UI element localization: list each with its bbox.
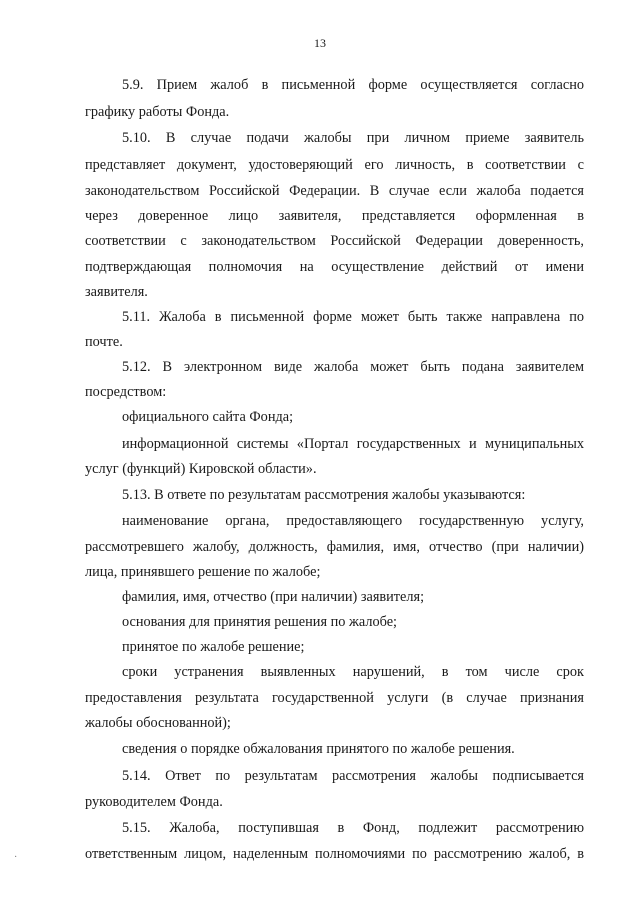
text-line: рассмотревшего жалобу, должность, фамилия, имя, отчество (при наличии): [85, 539, 584, 555]
text-line: услуг (функций) Кировской области».: [85, 461, 317, 477]
page-number: 13: [314, 36, 326, 50]
text-line: 5.10. В случае подачи жалобы при личном приеме заявитель: [122, 130, 584, 146]
text-line: почте.: [85, 334, 123, 350]
text-line: графику работы Фонда.: [85, 104, 230, 120]
text-line: 5.12. В электронном виде жалоба может быть подана заявителем: [122, 359, 584, 375]
text-line: лица, принявшего решение по жалобе;: [85, 564, 321, 580]
list-item: официального сайта Фонда;: [122, 409, 294, 425]
text-line: 5.11. Жалоба в письменной форме может быть также направлена по: [122, 309, 584, 325]
text-line: подтверждающая полномочия на осуществление действий от имени: [85, 259, 584, 275]
list-item: фамилия, имя, отчество (при наличии) заявителя;: [122, 589, 425, 605]
list-item: сроки устранения выявленных нарушений, в том числе срок: [122, 664, 584, 680]
text-line: ответственным лицом, наделенным полномочиями по рассмотрению жалоб, в: [85, 846, 584, 862]
text-line: жалобы обоснованной);: [85, 715, 231, 731]
text-line: соответствии с законодательством Российской Федерации доверенность,: [85, 233, 584, 249]
list-item: принятое по жалобе решение;: [122, 639, 305, 655]
list-item: наименование органа, предоставляющего государственную услугу,: [122, 513, 584, 529]
text-line: предоставления результата государственной услуги (в случае признания: [85, 690, 584, 706]
text-line: 5.14. Ответ по результатам рассмотрения жалобы подписывается: [122, 768, 584, 784]
list-item: основания для принятия решения по жалобе;: [122, 614, 398, 630]
text-line: посредством:: [85, 384, 167, 400]
text-line: законодательством Российской Федерации. В случае если жалоба подается: [85, 183, 584, 199]
text-line: заявителя.: [85, 284, 148, 300]
list-item: информационной системы «Портал государственных и муниципальных: [122, 436, 584, 452]
text-line: представляет документ, удостоверяющий его личность, в соответствии с: [85, 157, 584, 173]
text-line: 5.13. В ответе по результатам рассмотрения жалобы указываются:: [122, 487, 526, 503]
text-line: 5.9. Прием жалоб в письменной форме осуществляется согласно: [122, 77, 584, 93]
text-line: через доверенное лицо заявителя, представляется оформленная в: [85, 208, 584, 224]
list-item: сведения о порядке обжалования принятого по жалобе решения.: [122, 741, 515, 757]
text-line: руководителем Фонда.: [85, 794, 223, 810]
margin-mark: ·: [14, 852, 18, 863]
text-line: 5.15. Жалоба, поступившая в Фонд, подлежит рассмотрению: [122, 820, 584, 836]
